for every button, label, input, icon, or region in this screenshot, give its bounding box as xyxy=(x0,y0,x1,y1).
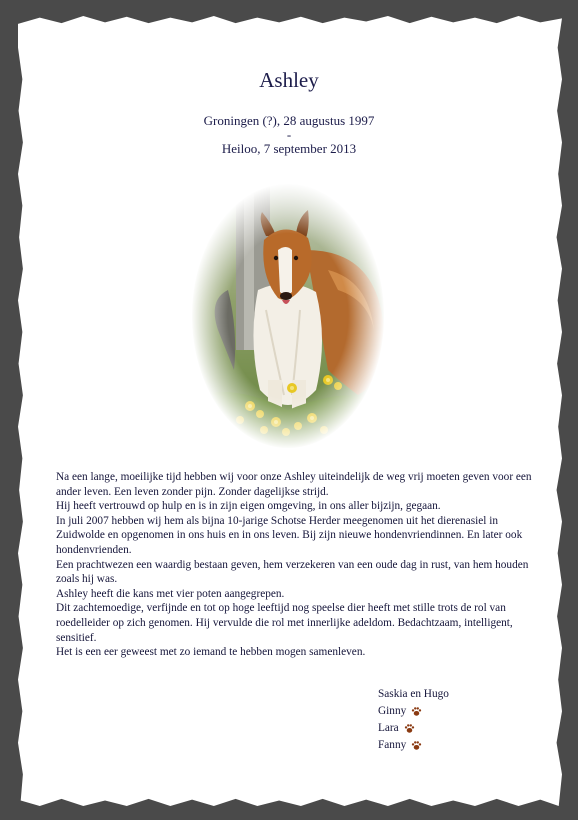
dog-name: Ginny xyxy=(378,705,407,717)
signoff-dog-line xyxy=(378,703,449,720)
story-paragraph: Ashley heeft die kans met vier poten aangegrepen. xyxy=(56,587,285,600)
story-paragraph: Na een lange, moeilijke tijd hebben wij voor onze Ashley uiteindelijk de weg vrij moeten geven voor een ander leven. Een leven zonder pijn. Zonder dagelijkse strijd. xyxy=(56,471,532,498)
death-date: Heiloo, 7 september 2013 xyxy=(221,141,357,156)
owners-name: Saskia en Hugo xyxy=(378,688,449,700)
story-paragraph: Hij heeft vertrouwd op hulp en is in zijn eigen omgeving, in ons aller bijzijn, gegaan. xyxy=(56,500,441,513)
story-paragraph: Het is een eer geweest met zo iemand te hebben mogen samenleven. xyxy=(56,646,366,659)
story-paragraph: Een prachtwezen een waardig bestaan geven, hem verzekeren van een oude dag in rust, van hem houden zoals hij was. xyxy=(56,558,529,586)
memorial-text xyxy=(56,470,546,660)
dog-portrait-photo xyxy=(188,180,388,452)
signoff-dog-line xyxy=(378,720,449,737)
paw-icon xyxy=(411,706,422,717)
dog-name: Fanny xyxy=(378,739,407,751)
signoff-dog-line xyxy=(378,737,449,754)
date-separator: - xyxy=(286,127,292,142)
paw-icon xyxy=(404,723,415,734)
paw-icon xyxy=(411,740,422,751)
life-dates xyxy=(0,114,578,156)
story-paragraph: In juli 2007 hebben wij hem als bijna 10-jarige Schotse Herder meegenomen uit het dierenasiel in Zuidwolde en opgenomen in ons huis en in ons leven. Bij zijn nieuwe hondenvriendinnen. En later ook hondenvrienden. xyxy=(56,514,523,556)
dog-name: Lara xyxy=(378,722,399,734)
story-paragraph: Dit zachtemoedige, verfijnde en tot op hoge leeftijd nog speelse dier heeft met stille trots de rol van roedelleider op zich genomen. Hij vervulde die rol met innerlijke adeldom. Bedachtzaam, intelligent, sensitief. xyxy=(56,602,513,644)
signoff xyxy=(378,686,449,754)
birth-date: Groningen (?), 28 augustus 1997 xyxy=(203,113,375,128)
page-title: Ashley xyxy=(259,68,319,92)
